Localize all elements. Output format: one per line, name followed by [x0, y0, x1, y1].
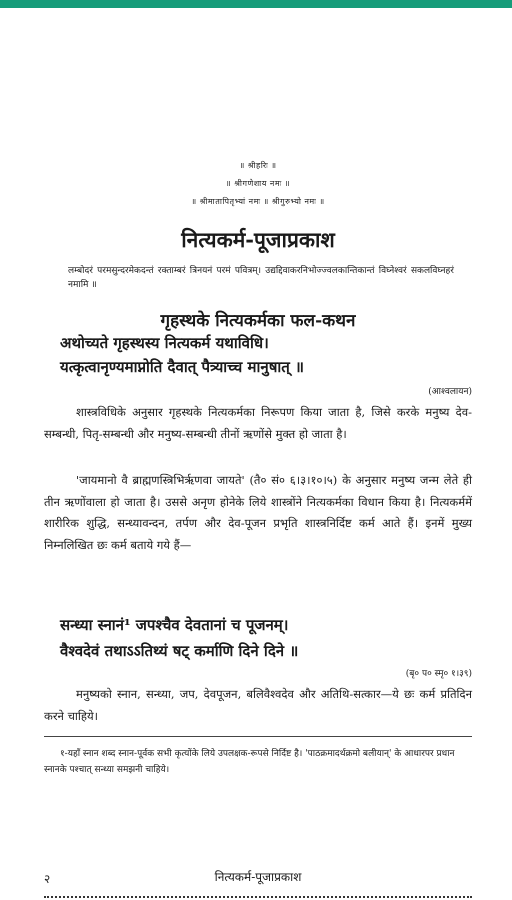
page-title: नित्यकर्म-पूजाप्रकाश: [181, 227, 335, 252]
invocation-line-2: ॥ श्रीगणेशाय नमः ॥: [225, 179, 291, 188]
running-title: नित्यकर्म-पूजाप्रकाश: [214, 870, 302, 884]
dotted-separator: [44, 896, 472, 898]
page-number: २: [44, 872, 51, 886]
verse-2-source: (बृ० प० स्मृ० १।३९): [405, 669, 472, 679]
verse-2-line-2: वैश्वदेवं तथाऽऽतिथ्यं षट् कर्माणि दिने दिने ॥: [60, 642, 299, 660]
ganesha-prayer: लम्बोदरं परमसुन्दरमेकदन्तं रक्ताम्बरं त्रिनयनं परमं पवित्रम्। उद्यद्दिवाकरनिभोज्ज्वलकान्तिकान्तं विघ्नेश्वरं सकलविघ्नहरं नमामि ॥: [68, 266, 454, 290]
top-bar: [0, 0, 512, 8]
verse-1-line-1: अथोच्यते गृहस्थस्य नित्यकर्म यथाविधि।: [60, 334, 269, 352]
verse-1-line-2: यत्कृत्वानृण्यमाप्नोति दैवात् पैत्र्याच्च मानुषात् ॥: [60, 358, 305, 376]
paragraph-2: 'जायमानो वै ब्राह्मणस्त्रिभिर्ऋणवा जायते' (तै० सं० ६।३।१०।५) के अनुसार मनुष्य जन्म लेते ही तीन ऋणोंवाला हो जाता है। उससे अनृण होनेके लिये शास्त्रोंने नित्यकर्मका विधान किया है। नित्यकर्ममें शारीरिक शुद्धि, सन्ध्यावन्दन, तर्पण और देव-पूजन प्रभृति शास्त्रनिर्दिष्ट कर्म आते हैं। इनमें मुख्य निम्नलिखित छः कर्म बताये गये हैं—: [44, 473, 472, 552]
invocation-line-3: ॥ श्रीमातापितृभ्यां नमः ॥ श्रीगुरुभ्यो नमः ॥: [191, 197, 325, 206]
paragraph-3: मनुष्यको स्नान, सन्ध्या, जप, देवपूजन, बलिवैश्वदेव और अतिथि-सत्कार—ये छः कर्म प्रतिदिन करने चाहिये।: [44, 687, 472, 723]
invocation-line-1: ॥ श्रीहरिः ॥: [239, 161, 277, 170]
paragraph-1: शास्त्रविधिके अनुसार गृहस्थके नित्यकर्मका निरूपण किया जाता है, जिसे करके मनुष्य देव-सम्बन्धी, पितृ-सम्बन्धी और मनुष्य-सम्बन्धी तीनों ऋणोंसे मुक्त हो जाता है।: [44, 405, 472, 441]
footnote-rule: [44, 736, 472, 737]
section-heading: गृहस्थके नित्यकर्मका फल-कथन: [160, 311, 356, 331]
verse-2-line-1: सन्ध्या स्नानं¹ जपश्चैव देवतानां च पूजनम्।: [60, 616, 289, 634]
verse-1-source: (आश्वलायन): [428, 387, 472, 397]
footnote: १-यहाँ स्नान शब्द स्नान-पूर्वक सभी कृत्योंके लिये उपलक्षक-रूपसे निर्दिष्ट है। 'पाठक्रमादर्थक्रमो बलीयान्' के आधारपर प्रधान स्नानके पश्चात् सन्ध्या समझनी चाहिये।: [44, 749, 455, 775]
